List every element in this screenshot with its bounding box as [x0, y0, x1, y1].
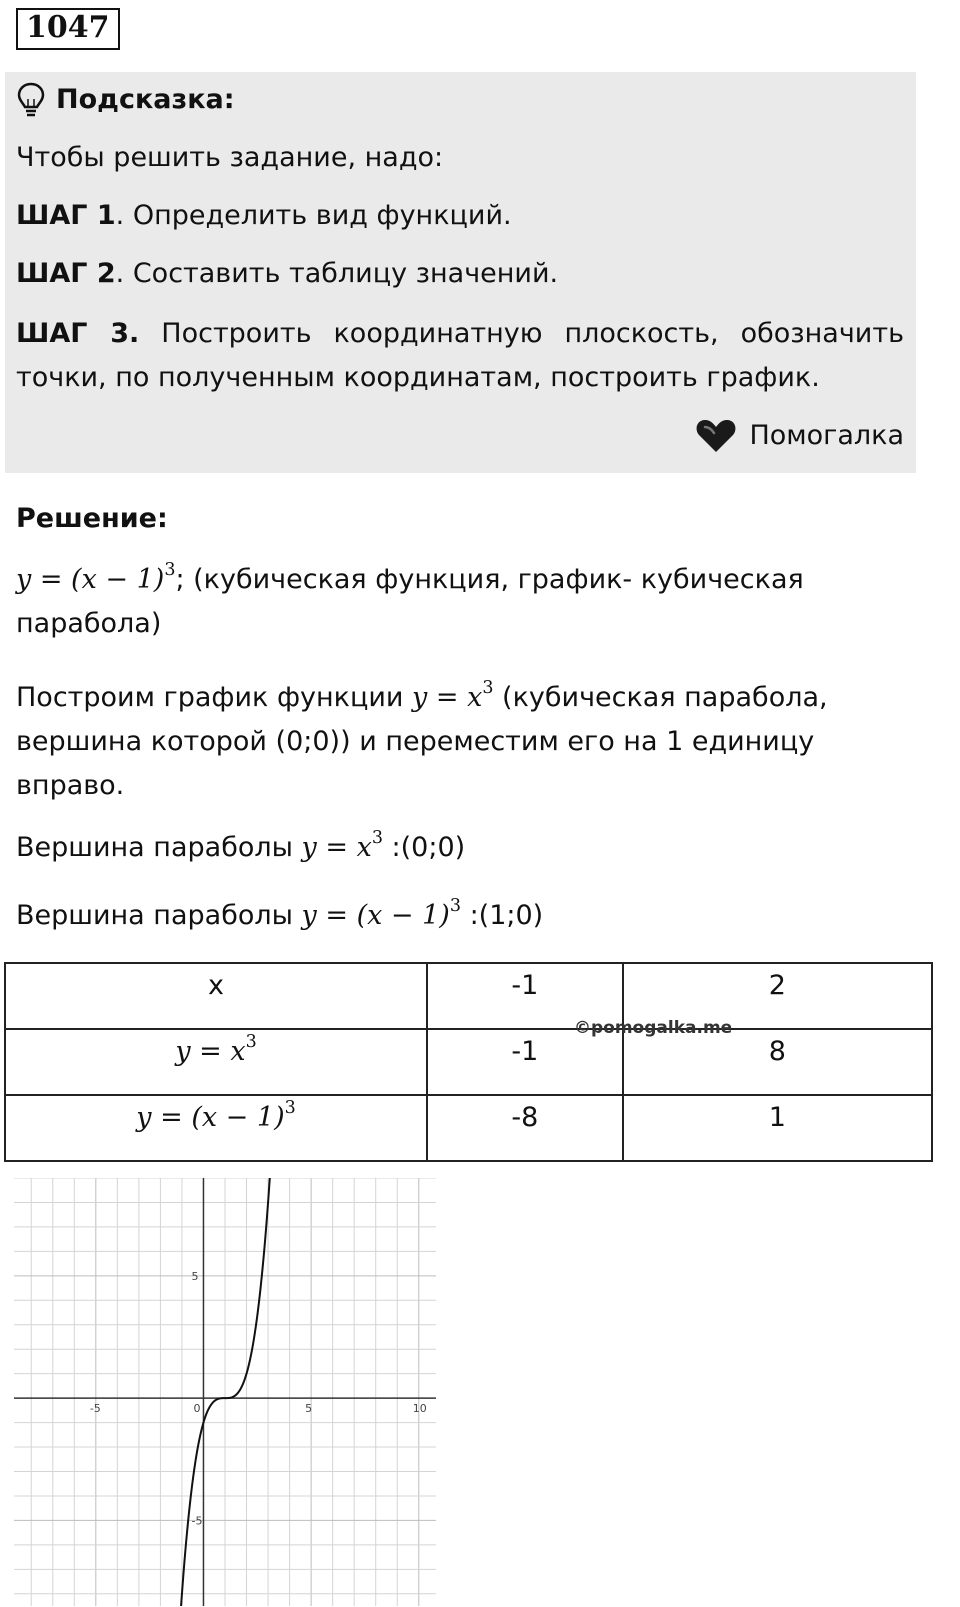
brand-name: Помогалка — [749, 420, 904, 451]
problem-number: 1047 — [16, 8, 120, 50]
solution-title: Решение: — [16, 503, 168, 534]
table-cell: -1 — [427, 963, 623, 1029]
row-header: x — [5, 963, 427, 1029]
lightbulb-icon — [16, 82, 46, 118]
curve-y-x-minus-1-cubed — [178, 1178, 271, 1606]
table-cell: 1 — [623, 1095, 932, 1161]
function-graph — [14, 1178, 436, 1606]
solution-paragraph-1: $y = (x - 1)^3$; (кубическая функция, график- кубическая парабола) — [16, 559, 804, 639]
heart-icon — [695, 418, 737, 454]
row-header: $y = (x - 1)^3$ — [5, 1095, 427, 1161]
brand — [695, 414, 904, 458]
formula: $y = (x - 1)^3$ — [301, 895, 461, 931]
step-label: ШАГ 3. — [16, 318, 140, 349]
vertex-line-1: Вершина параболы $y = x^3$ :(0;0) — [16, 827, 466, 863]
y-tick-label: 5 — [191, 1269, 199, 1283]
hint-title — [16, 78, 235, 122]
x-tick-label: 5 — [305, 1402, 313, 1416]
hint-intro: Чтобы решить задание, надо: — [16, 142, 444, 173]
row-header: $y = x^3$ — [5, 1029, 427, 1095]
watermark: ©pomogalka.me — [574, 1018, 733, 1038]
hint-step-3 — [16, 312, 904, 400]
solution-paragraph-2: Построим график функции $y = x^3$ (кубическая парабола, вершина которой (0;0)) и переместим его на 1 единицу вправо. — [16, 677, 828, 801]
formula: $y = x^3$ — [301, 827, 383, 863]
table-row — [5, 1095, 932, 1161]
x-tick-label: 0 — [193, 1402, 201, 1416]
x-tick-label: 10 — [412, 1402, 427, 1416]
hint-title-text: Подсказка: — [56, 84, 235, 115]
step-text: . Составить таблицу значений. — [115, 258, 559, 289]
step-text: Построить координатную плоскость, обозначить точки, по полученным координатам, построить график. — [16, 318, 904, 393]
table-cell: -8 — [427, 1095, 623, 1161]
vertex-line-2: Вершина параболы $y = (x - 1)^3$ :(1;0) — [16, 895, 544, 931]
table-cell: -1 — [427, 1029, 623, 1095]
y-tick-label: -5 — [191, 1514, 203, 1528]
formula: $y = (x - 1)^3$ — [16, 559, 176, 595]
hint-step-2 — [16, 252, 558, 296]
values-table — [4, 962, 933, 1162]
table-cell: 2 — [623, 963, 932, 1029]
step-label: ШАГ 2 — [16, 258, 116, 289]
step-text: . Определить вид функций. — [115, 200, 512, 231]
table-cell: 8 — [623, 1029, 932, 1095]
step-label: ШАГ 1 — [16, 200, 116, 231]
table-row — [5, 963, 932, 1029]
formula: $y = x^3$ — [412, 677, 494, 713]
hint-step-1 — [16, 194, 512, 238]
table-row — [5, 1029, 932, 1095]
x-tick-label: -5 — [89, 1402, 101, 1416]
